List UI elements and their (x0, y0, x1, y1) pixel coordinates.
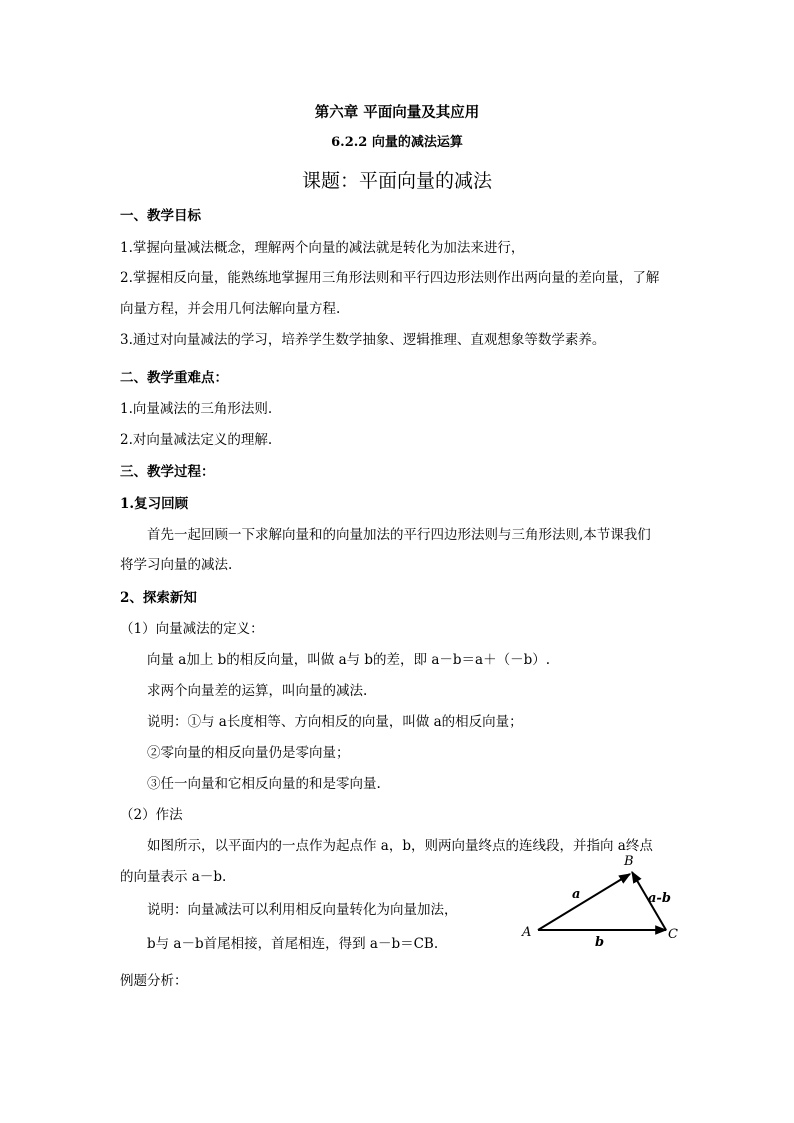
vector-b-label: b (595, 935, 605, 950)
definition-line-1: 向量 a加上 b的相反向量，叫做 a与 b的差，即 a－b＝a＋（－b）. (147, 652, 551, 668)
method-line-4: b与 a－b首尾相接，首尾相连，得到 a－b＝CB. (147, 936, 439, 952)
keypoint-item-2: 2.对向量减法定义的理解. (120, 432, 273, 448)
method-heading: （2）作法 (120, 807, 183, 823)
examples-heading: 例题分析： (120, 973, 188, 989)
goal-item-2-cont: 向量方程，并会用几何法解向量方程. (120, 301, 341, 317)
topic-title: 课题：平面向量的减法 (301, 170, 492, 192)
method-line-3: 说明：向量减法可以利用相反向量转化为向量加法， (147, 902, 458, 918)
vector-a-arrow (538, 874, 630, 930)
review-heading: 1.复习回顾 (120, 496, 189, 512)
vector-triangle-figure (518, 852, 688, 952)
definition-heading: （1）向量减法的定义： (120, 621, 264, 637)
point-b-label: B (624, 854, 634, 869)
process-heading: 三、教学过程： (120, 464, 215, 480)
goal-item-1: 1.掌握向量减法概念，理解两个向量的减法就是转化为加法来进行， (120, 240, 525, 256)
method-line-2: 的向量表示 a－b. (120, 869, 227, 885)
review-line-2: 将学习向量的减法. (120, 557, 233, 573)
definition-line-5: ③任一向量和它相反向量的和是零向量. (147, 776, 381, 792)
goal-item-3: 3.通过对向量减法的学习，培养学生数学抽象、逻辑推理、直观想象等数学素养。 (120, 332, 606, 348)
definition-line-3: 说明：①与 a长度相等、方向相反的向量，叫做 a的相反向量； (147, 714, 523, 730)
goal-item-2: 2.掌握相反向量，能熟练地掌握用三角形法则和平行四边形法则作出两向量的差向量，了解 (120, 270, 660, 286)
point-a-label: A (522, 925, 532, 940)
vector-a-label: a (572, 887, 581, 902)
explore-heading: 2、探索新知 (120, 590, 197, 606)
keypoint-item-1: 1.向量减法的三角形法则. (120, 401, 273, 417)
goals-heading: 一、教学目标 (120, 208, 201, 224)
definition-line-4: ②零向量的相反向量仍是零向量； (147, 745, 350, 761)
keypoints-heading: 二、教学重难点： (120, 370, 228, 386)
method-line-1: 如图所示，以平面内的一点作为起点作 a，b，则两向量终点的连线段，并指向 a终点 (147, 838, 653, 854)
vector-a-minus-b-label: a-b (648, 891, 671, 906)
point-c-label: C (668, 927, 678, 942)
chapter-title: 第六章 平面向量及其应用 (314, 104, 480, 121)
review-line-1: 首先一起回顾一下求解向量和的向量加法的平行四边形法则与三角形法则,本节课我们 (147, 527, 651, 543)
definition-line-2: 求两个向量差的运算，叫向量的减法. (147, 683, 368, 699)
section-title: 6.2.2 向量的减法运算 (331, 135, 463, 150)
